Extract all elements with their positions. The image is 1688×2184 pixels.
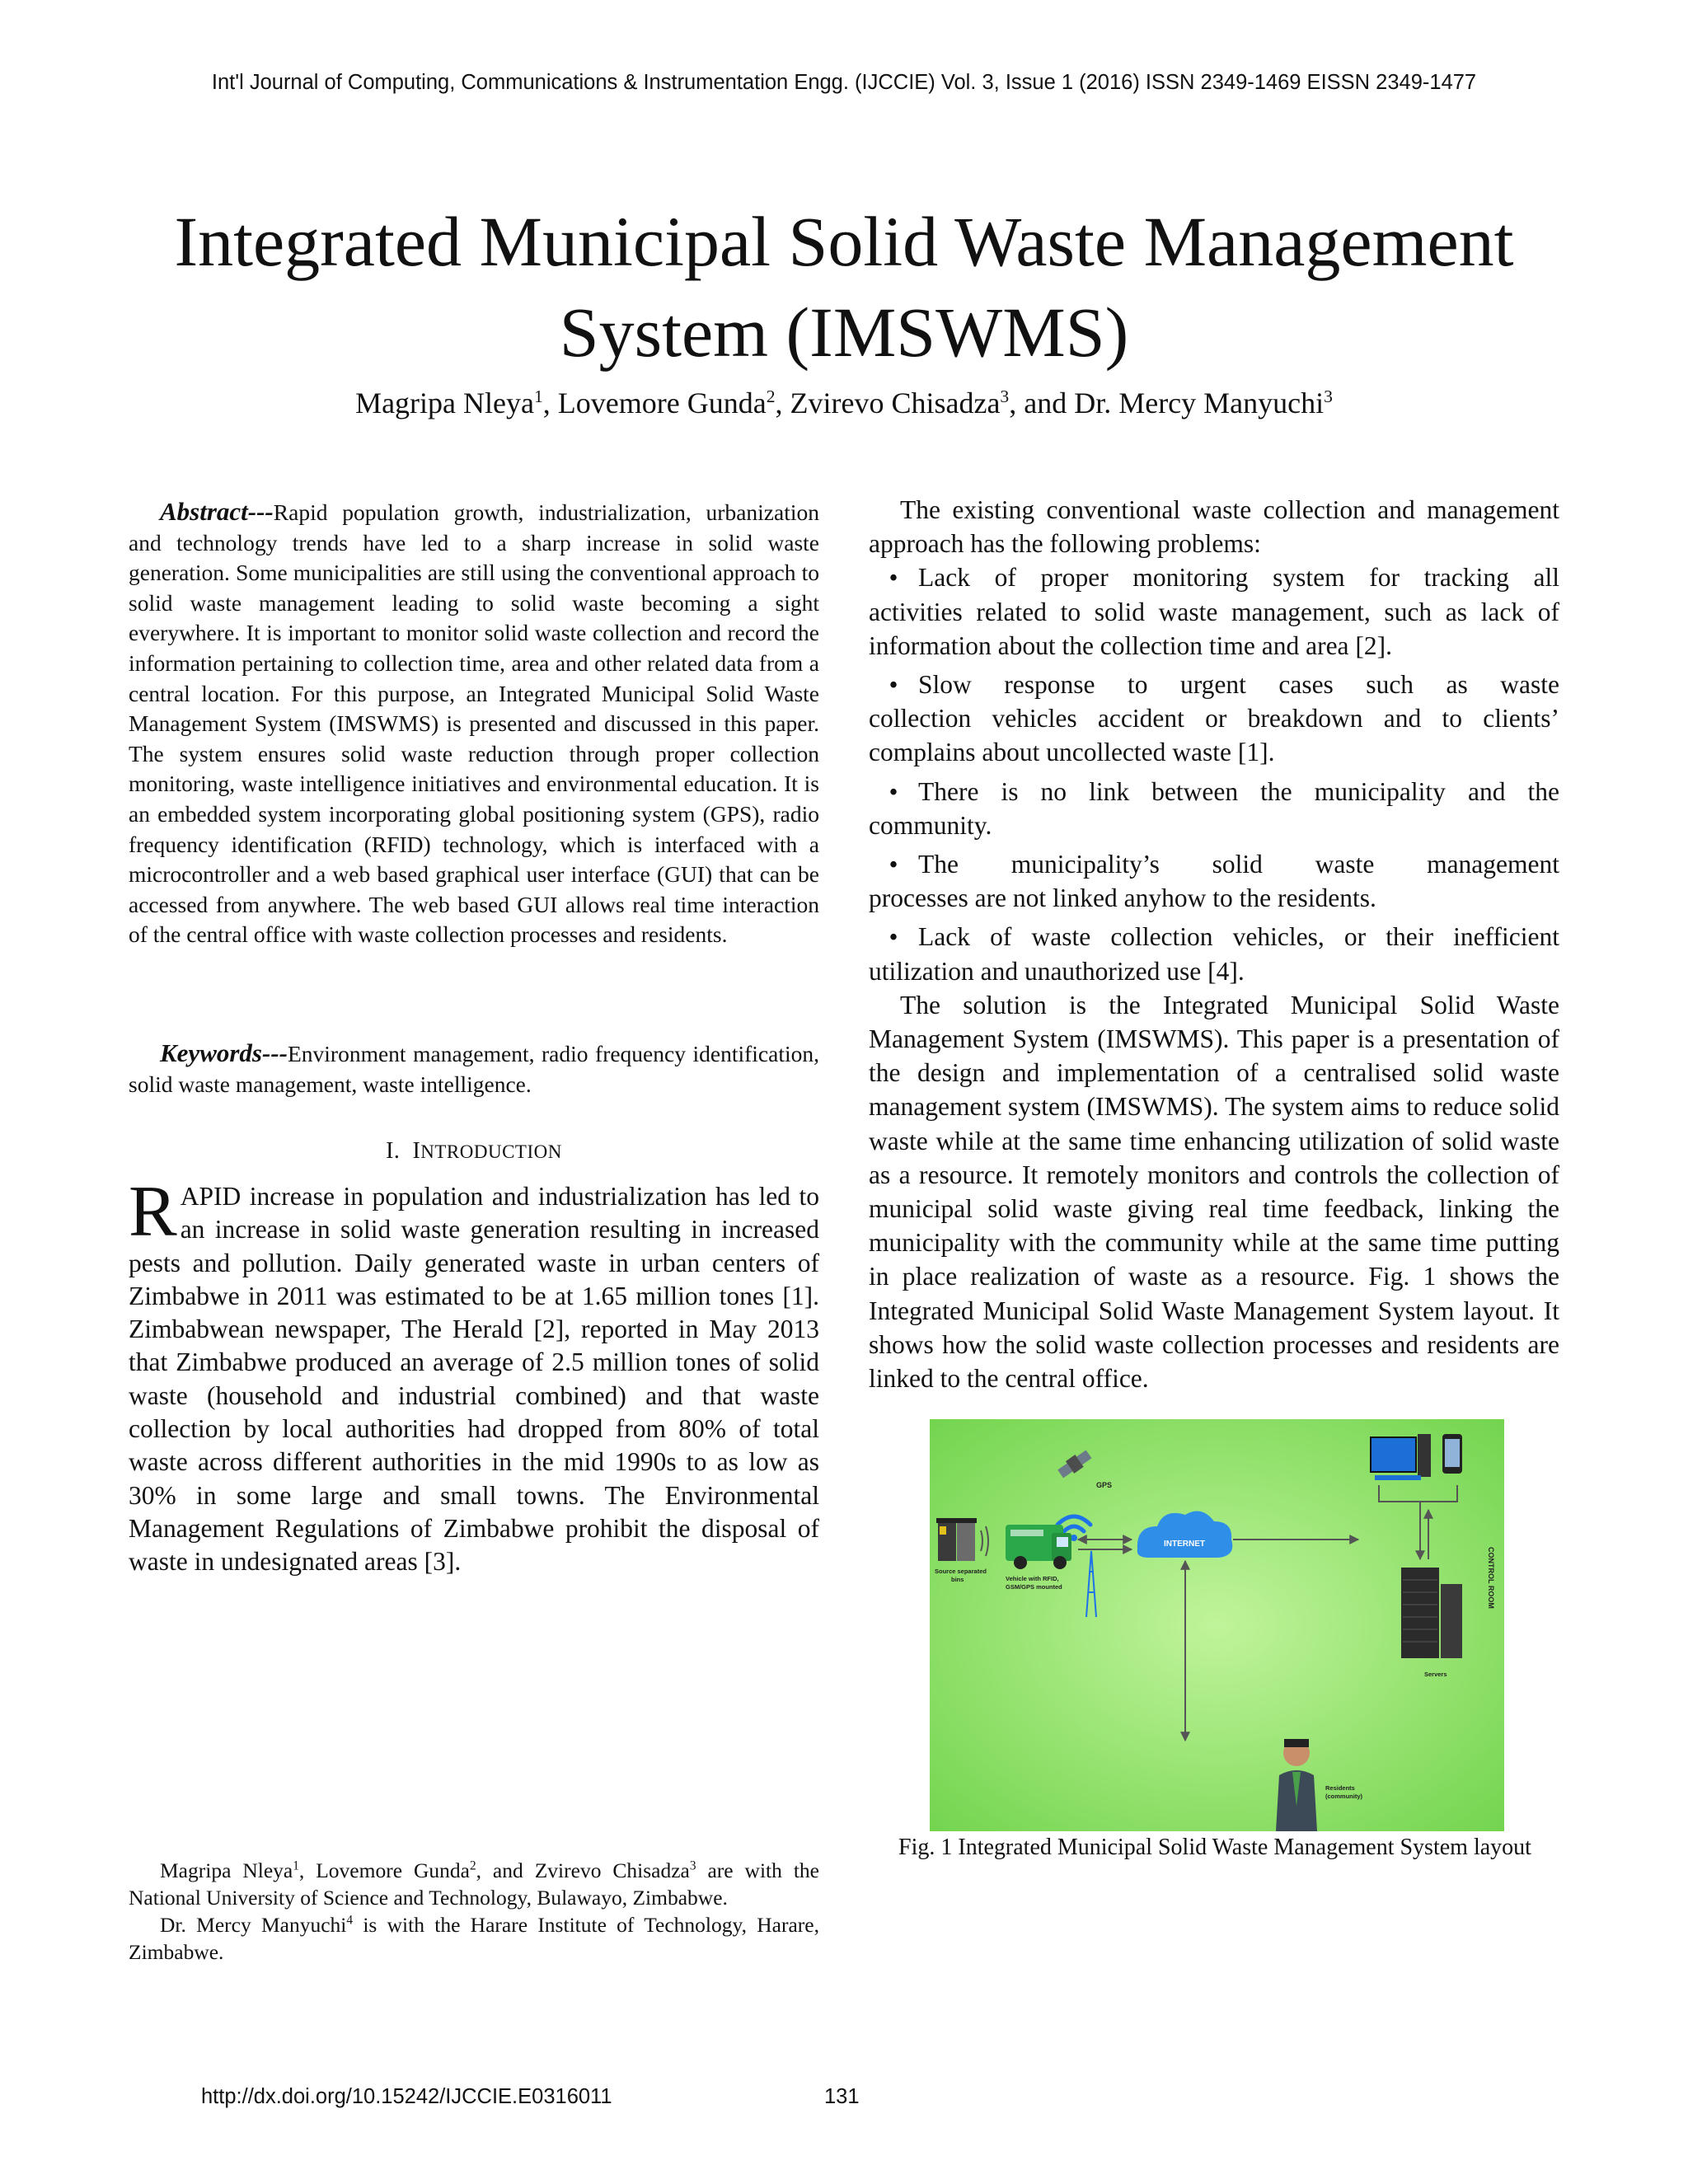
title-line-2: System (IMSWMS)	[559, 293, 1129, 372]
footnotes	[129, 1857, 819, 1966]
author-name: Magripa Nleya	[355, 387, 534, 419]
problem-bullet	[869, 847, 1559, 915]
mobile-phone-icon	[1442, 1434, 1462, 1474]
footnote-affiliation-1	[129, 1857, 819, 1911]
footnote-author: Lovemore Gunda	[316, 1858, 470, 1882]
bullet-symbol: •	[889, 776, 898, 806]
problems-intro: The existing conventional waste collection and management approach has the following problems:	[869, 495, 1559, 559]
footnote-mark: 4	[346, 1913, 354, 1928]
problem-bullet	[869, 668, 1559, 770]
section-heading	[129, 1138, 819, 1165]
problem-bullet	[869, 920, 1559, 987]
internet-label: INTERNET	[1164, 1540, 1205, 1549]
section-title-rest: NTRODUCTION	[420, 1141, 562, 1162]
page-number: 131	[824, 2085, 860, 2108]
bullet-first-line: The municipality’s solid waste management	[918, 850, 1559, 879]
footnote-text: is with the Harare Institute of Technology, Harare, Zimbabwe.	[129, 1913, 819, 1964]
bullet-first-line: Lack of proper monitoring system for tracking all	[918, 563, 1559, 593]
section-number: I.	[386, 1138, 401, 1164]
intro-first-word: APID	[180, 1182, 241, 1211]
footnote-affiliation-2	[129, 1911, 819, 1966]
bullet-continuation: processes are not linked anyhow to the residents.	[869, 883, 1376, 913]
problem-bullet	[869, 775, 1559, 842]
abstract	[129, 497, 819, 950]
figure-system-layout	[930, 1419, 1504, 1831]
truck-label-line-1: Vehicle with RFID,	[1006, 1575, 1059, 1582]
footnote-author: Magripa Nleya	[160, 1858, 293, 1882]
footnote-separator: ,	[298, 1858, 316, 1882]
author-affiliation-mark: 3	[1324, 387, 1333, 406]
author-name: Dr. Mercy Manyuchi	[1074, 387, 1325, 419]
intro-text: increase in population and industrialization has led to an increase in solid waste generation resulting in increased pests and pollution. Daily generated waste in urban centers of Zimbabwe in 2011 was estimated to be at 1.65 million tones [1]. Zimbabwean newspaper, The Herald [2], reported in May 2013 that Zimbabwe produced an average of 2.5 million tones of solid waste (household and industrial combined) and that waste collection by local authorities had dropped from 80% of total waste across different authorities in the mid 1990s to as low as 30% in some large and small towns. The Environmental Management Regulations of Zimbabwe prohibit the disposal of waste in undesignated areas [3].	[129, 1182, 819, 1577]
intro-paragraph	[129, 1172, 819, 1579]
author-separator: ,	[542, 387, 558, 419]
bullet-continuation: utilization and unauthorized use [4].	[869, 956, 1245, 986]
abstract-label: Abstract---	[160, 497, 274, 526]
bins-label-line-1: Source separated	[935, 1568, 987, 1575]
truck-label-line-2: GSM/GPS mounted	[1006, 1583, 1062, 1591]
bullet-first-line: There is no link between the municipality and the	[918, 776, 1559, 806]
bins-label-line-2: bins	[951, 1576, 964, 1583]
problem-bullet	[869, 560, 1559, 663]
figure-diagram	[930, 1419, 1504, 1831]
author-name: Zvirevo Chisadza	[790, 387, 1001, 419]
section-title-initial: I	[412, 1138, 421, 1164]
residents-label-line-1: Residents	[1325, 1784, 1355, 1792]
residents-label-line-2: (community)	[1325, 1793, 1362, 1800]
abstract-text: Rapid population growth, industrialization, urbanization and technology trends have led to a sharp increase in solid waste generation. Some municipalities are still using the conventional approach to solid waste management leading to solid waste becoming a sight everywhere. It is important to monitor solid waste collection and record the information pertaining to collection time, area and other related data from a central location. For this purpose, an Integrated Municipal Solid Waste Management System (IMSWMS) is presented and discussed in this paper. The system ensures solid waste reduction through proper collection monitoring, waste intelligence initiatives and environmental education. It is an embedded system incorporating global positioning system (GPS), radio frequency identification (RFID) technology, which is interfaced with a microcontroller and a web based graphical user interface (GUI) that can be accessed from anywhere. The web based GUI allows real time interaction of the central office with waste collection processes and residents.	[129, 499, 819, 948]
footnote-mark: 2	[469, 1858, 476, 1873]
footnote-author: Dr. Mercy Manyuchi	[160, 1913, 347, 1937]
bullet-symbol: •	[889, 850, 898, 879]
doi-link[interactable]: http://dx.doi.org/10.15242/IJCCIE.E0316011	[201, 2085, 612, 2108]
bullet-continuation: community.	[869, 810, 992, 840]
keywords-label: Keywords---	[160, 1038, 288, 1067]
author-affiliation-mark: 3	[1000, 387, 1010, 406]
figure-caption: Fig. 1 Integrated Municipal Solid Waste Management System layout	[898, 1835, 1531, 1860]
control-room-label: CONTROL ROOM	[1487, 1547, 1495, 1609]
bullet-continuation: collection vehicles accident or breakdown and to clients’ complains about uncollected waste [1].	[869, 704, 1559, 767]
footnote-author: Zvirevo Chisadza	[534, 1858, 690, 1882]
title-line-1: Integrated Municipal Solid Waste Management	[174, 202, 1514, 281]
keywords	[129, 1038, 819, 1099]
author-affiliation-mark: 2	[766, 387, 776, 406]
right-column-text	[869, 493, 1559, 1395]
author-separator: ,	[775, 387, 790, 419]
bullet-symbol: •	[889, 922, 898, 952]
solution-paragraph: The solution is the Integrated Municipal Solid Waste Management System (IMSWMS). This paper is a presentation of the design and implementation of a centralised solid waste management system (IMSWMS). The system aims to reduce solid waste while at the same time enhancing utilization of solid waste as a resource. It remotely monitors and controls the collection of municipal solid waste giving real time feedback, linking the municipality with the community while at the same time putting in place realization of waste as a resource. Fig. 1 shows the Integrated Municipal Solid Waste Management System layout. It shows how the solid waste collection processes and residents are linked to the central office.	[869, 990, 1559, 1394]
footnote-mark: 1	[293, 1858, 299, 1873]
footnote-text: are with the National University of Science and Technology, Bulawayo, Zimbabwe.	[129, 1858, 820, 1910]
running-header: Int'l Journal of Computing, Communications & Instrumentation Engg. (IJCCIE) Vol. 3, Issue 1 (2016) ISSN 2349-1469 EISSN 2349-1477	[211, 71, 1477, 94]
bullet-symbol: •	[889, 670, 898, 700]
footnote-separator: , and	[476, 1858, 535, 1882]
bullet-symbol: •	[889, 563, 898, 593]
paper-title	[99, 196, 1589, 377]
servers-label: Servers	[1424, 1671, 1447, 1678]
author-line	[99, 386, 1589, 420]
footnote-mark: 3	[689, 1858, 696, 1873]
author-name: Lovemore Gunda	[557, 387, 767, 419]
author-separator: , and	[1009, 387, 1075, 419]
bullet-continuation: activities related to solid waste management, such as lack of information about the collection time and area [2].	[869, 597, 1559, 660]
author-affiliation-mark: 1	[533, 387, 543, 406]
bullet-first-line: Lack of waste collection vehicles, or their inefficient	[918, 922, 1559, 952]
keywords-text: Environment management, radio frequency identification, solid waste management, waste intelligence.	[129, 1041, 819, 1097]
drop-cap: R	[129, 1172, 177, 1252]
bullet-first-line: Slow response to urgent cases such as waste	[918, 670, 1559, 700]
gps-label: GPS	[1096, 1481, 1113, 1489]
